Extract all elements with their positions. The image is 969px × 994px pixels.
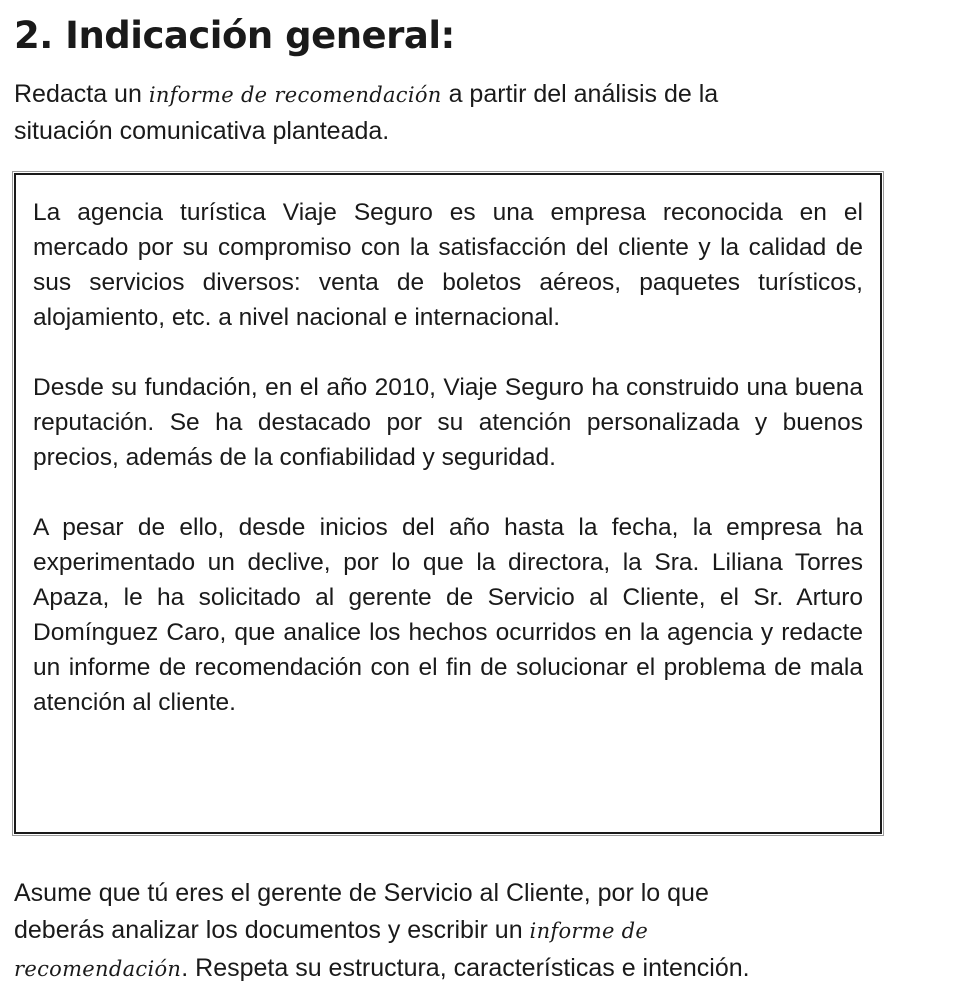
case-description-box <box>14 173 882 834</box>
closing-text-suffix: . Respeta su estructura, características e intención. <box>181 954 750 982</box>
closing-line-3 <box>14 950 914 988</box>
closing-text-prefix: deberás analizar los documentos y escribir un <box>14 916 530 944</box>
intro-line-2: situación comunicativa planteada. <box>14 117 390 145</box>
intro-text-suffix: a partir del análisis de la <box>441 80 719 108</box>
closing-text-highlight-1: informe de <box>529 919 649 943</box>
closing-line-1: Asume que tú eres el gerente de Servicio al Cliente, por lo que <box>14 879 709 907</box>
case-paragraph-3: A pesar de ello, desde inicios del año hasta la fecha, la empresa ha experimentado un declive, por lo que la directora, la Sra. Liliana Torres Apaza, le ha solicitado al gerente de Servicio al Cliente, el Sr. Arturo Domínguez Caro, que analice los hechos ocurridos en la agencia y redacte un informe de recomendación con el fin de solucionar el problema de mala atención al cliente. <box>33 514 863 716</box>
closing-text-highlight-2: recomendación <box>14 957 182 981</box>
intro-line-1 <box>14 76 894 113</box>
section-title: 2. Indicación general: <box>14 14 455 57</box>
instruction-page <box>14 0 894 982</box>
case-paragraph-2: Desde su fundación, en el año 2010, Viaje Seguro ha construido una buena reputación. Se ha destacado por su atención personalizada y buenos precios, además de la confiabilidad y seguridad. <box>33 374 863 471</box>
closing-line-2 <box>14 912 914 950</box>
intro-text-prefix: Redacta un <box>14 80 149 108</box>
intro-text-highlight: informe de recomendación <box>148 83 442 107</box>
closing-instructions <box>14 875 914 988</box>
case-paragraph-1: La agencia turística Viaje Seguro es una empresa reconocida en el mercado por su compromiso con la satisfacción del cliente y la calidad de sus servicios diversos: venta de boletos aéreos, paquetes turísticos, alojamiento, etc. a nivel nacional e internacional. <box>33 199 863 331</box>
